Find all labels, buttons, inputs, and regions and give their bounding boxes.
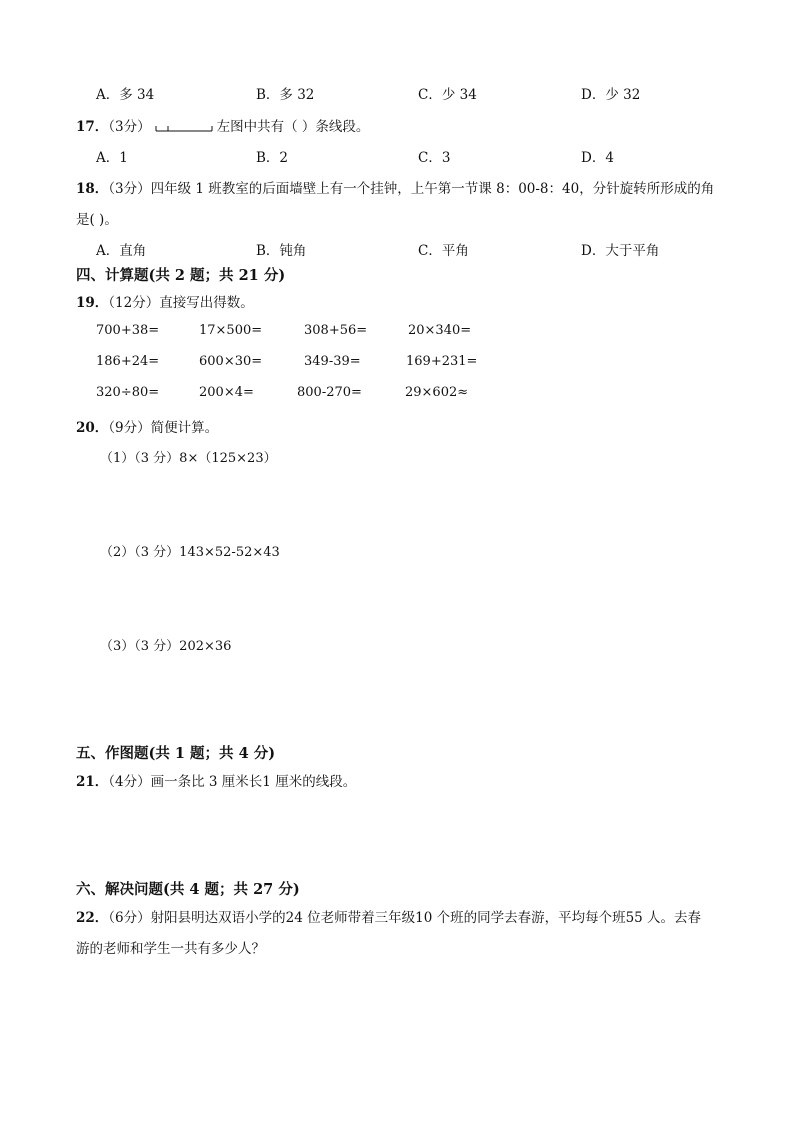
q18-option-b: B．钝角	[256, 243, 307, 259]
q18-option-d: D．大于平角	[581, 243, 660, 259]
question-20	[76, 416, 218, 436]
calc-item: 20×340=	[408, 323, 472, 338]
question-text: 画一条比 3 厘米长1 厘米的线段。	[150, 774, 357, 790]
calc-item: 17×500=	[199, 323, 263, 338]
question-score: （9分）	[108, 420, 151, 436]
question-22-continued: 游的老师和学生一共有多少人？	[76, 941, 265, 957]
question-text: 左图中共有（ ）条线段。	[216, 119, 370, 135]
question-number: 18．	[76, 181, 109, 197]
section-heading-problem-solving: 六、解决问题(共 4 题；共 27 分)	[76, 881, 300, 898]
calc-item: 320÷80=	[96, 385, 160, 400]
question-18	[76, 177, 714, 197]
section-heading-drawing: 五、作图题(共 1 题；共 4 分)	[76, 745, 276, 762]
q17-option-b: B．2	[256, 150, 289, 166]
q18-option-c: C．平角	[418, 243, 469, 259]
q16-option-b: B．多 32	[256, 87, 315, 103]
question-number: 19．	[76, 295, 109, 311]
q16-option-d: D．少 32	[581, 87, 641, 103]
q20-part-1: （1）（3 分）8×（125×23）	[100, 451, 277, 466]
question-score: （3分）	[108, 181, 151, 197]
calc-item: 800-270=	[297, 385, 362, 400]
calc-item: 186+24=	[96, 354, 160, 369]
q17-option-a: A．1	[96, 150, 128, 166]
line-segment-figure	[155, 123, 213, 133]
question-text: 简便计算。	[150, 420, 219, 436]
question-text: 四年级 1 班教室的后面墙壁上有一个挂钟，上午第一节课 8：00-8：40，分针旋转所形成的角	[150, 181, 715, 197]
section-heading-calculation: 四、计算题(共 2 题；共 21 分)	[76, 267, 286, 284]
calc-item: 349-39=	[304, 354, 361, 369]
q17-option-c: C．3	[418, 150, 451, 166]
calc-item: 200×4=	[199, 385, 254, 400]
q20-part-2: （2）（3 分）143×52-52×43	[100, 545, 280, 560]
question-text: 射阳县明达双语小学的24 位老师带着三年级10 个班的同学去春游，平均每个班55 人。去春	[150, 910, 702, 926]
calc-item: 308+56=	[304, 323, 368, 338]
question-number: 17．	[76, 119, 109, 135]
question-number: 21．	[76, 774, 109, 790]
question-score: （12分）	[108, 295, 160, 311]
q20-part-3: （3）（3 分）202×36	[100, 639, 232, 654]
q16-option-c: C．少 34	[418, 87, 477, 103]
question-score: （4分）	[108, 774, 151, 790]
question-text: 直接写出得数。	[159, 295, 254, 311]
calc-item: 29×602≈	[405, 385, 469, 400]
question-18-continued: 是( )。	[76, 212, 118, 228]
question-number: 20．	[76, 420, 109, 436]
question-score: （3分）	[108, 119, 151, 135]
question-22	[76, 906, 701, 926]
calc-item: 169+231=	[406, 354, 478, 369]
q16-option-a: A．多 34	[96, 87, 155, 103]
question-17	[76, 115, 369, 135]
question-21	[76, 770, 356, 790]
question-19	[76, 291, 254, 311]
question-number: 22．	[76, 910, 109, 926]
calc-item: 700+38=	[96, 323, 160, 338]
q17-option-d: D．4	[581, 150, 614, 166]
question-score: （6分）	[108, 910, 151, 926]
calc-item: 600×30=	[199, 354, 263, 369]
q18-option-a: A．直角	[96, 243, 147, 259]
